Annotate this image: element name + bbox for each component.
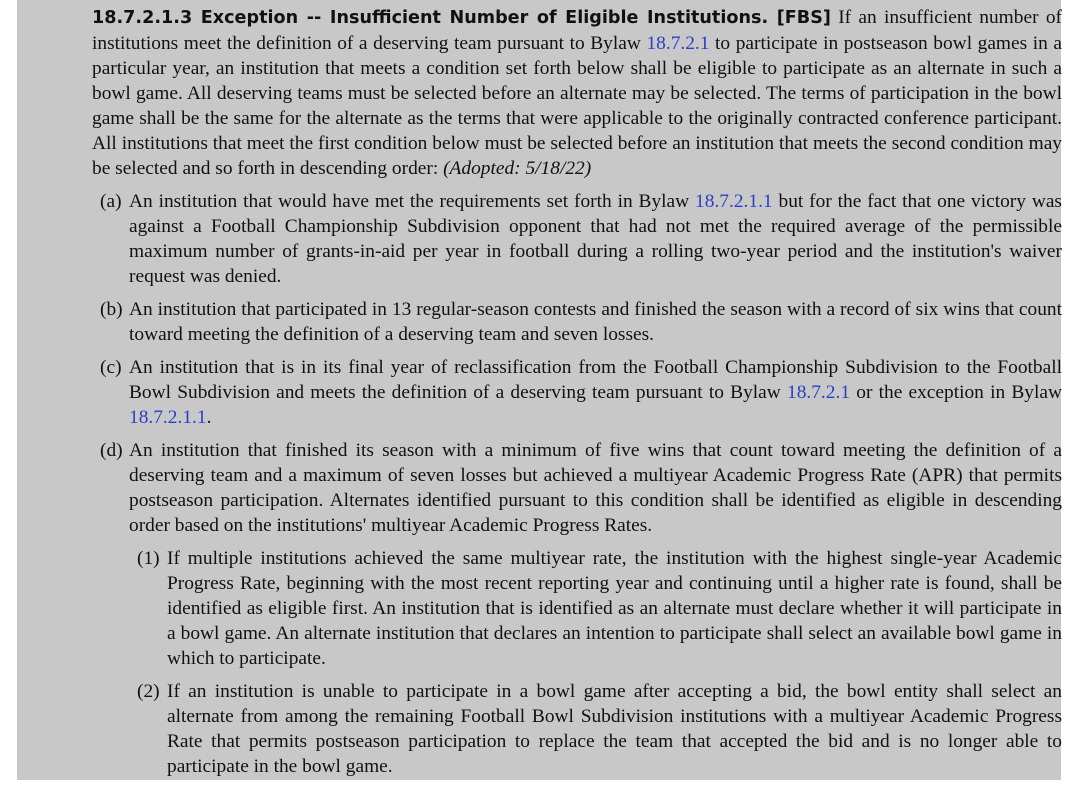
bylaw-link-18-7-2-1[interactable]: 18.7.2.1	[646, 33, 710, 54]
item-text: If an institution is unable to participate in a bowl game after accepting a bid, the bowl entity shall select an alternate from among the remaining Football Bowl Subdivision institutions with a multiyear Academic Progress Rate that permits postseason participation to replace the team that accepted the bid and is no longer able to participate in the bowl game.	[167, 681, 1062, 777]
list-subitem-1	[92, 546, 1062, 671]
item-text: An institution that finished its season with a minimum of five wins that count toward meeting the definition of a deserving team and a maximum of seven losses but achieved a multiyear Academic Progress Rate (APR) that permits postseason participation. Alternates identified pursuant to this condition shall be identified as eligible in descending order based on the institutions' multiyear Academic Progress Rates.	[129, 440, 1062, 536]
item-text: If multiple institutions achieved the same multiyear rate, the institution with the highest single-year Academic Progress Rate, beginning with the most recent reporting year and continuing until a higher rate is found, shall be identified as eligible first. An institution that is identified as an alternate must declare whether it will participate in a bowl game. An alternate institution that declares an intention to participate shall select an available bowl game in which to participate.	[167, 548, 1062, 669]
item-text: but for the fact that one victory was against a Football Championship Subdivision opponent that had not met the required average of the permissible maximum number of grants-in-aid per year in football during a rolling two-year period and the institution's waiver request was denied.	[129, 191, 1062, 287]
bylaw-link-18-7-2-1-1[interactable]: 18.7.2.1.1	[129, 407, 207, 428]
list-item-d	[92, 438, 1062, 538]
item-text: or the exception in Bylaw	[856, 382, 1062, 403]
bylaw-section	[92, 5, 1062, 779]
list-item-c	[92, 355, 1062, 430]
list-marker: (2)	[137, 681, 160, 702]
section-tag: [FBS]	[776, 8, 831, 28]
item-text: An institution that is in its final year of reclassification from the Football Championship Subdivision to the Football Bowl Subdivision and meets the definition of a deserving team pursuant to Bylaw	[129, 357, 1062, 403]
list-marker: (b)	[100, 299, 123, 320]
section-heading	[92, 8, 831, 28]
list-marker: (d)	[100, 440, 123, 461]
adopted-date: (Adopted: 5/18/22)	[443, 158, 592, 179]
document-page	[17, 0, 1061, 780]
section-number-title: 18.7.2.1.3 Exception -- Insufficient Number of Eligible Institutions.	[92, 8, 769, 28]
list-item-b	[92, 297, 1062, 347]
list-subitem-2	[92, 679, 1062, 779]
item-text: .	[206, 407, 212, 428]
list-item-a	[92, 189, 1062, 289]
item-text: An institution that participated in 13 regular-season contests and finished the season with a record of six wins that count toward meeting the definition of a deserving team and seven losses.	[129, 299, 1062, 345]
list-marker: (1)	[137, 548, 160, 569]
list-marker: (a)	[100, 191, 122, 212]
intro-text-after-link: to participate in postseason bowl games in a particular year, an institution that meets a condition set forth below shall be eligible to participate as an alternate in such a bowl game. All deserving teams must be selected before an alternate may be selected. The terms of participation in the bowl game shall be the same for the alternate as the terms that were applicable to the originally contracted conference participant. All institutions that meet the first condition below must be selected before an institution that meets the second condition may be selected and so forth in descending order:	[92, 33, 1062, 179]
item-text: An institution that would have met the requirements set forth in Bylaw	[129, 191, 690, 212]
intro-text-before-link: If an insufficient number of institutions meet the definition of a deserving team pursuant to Bylaw	[92, 7, 1062, 54]
section-intro-paragraph	[92, 5, 1062, 181]
bylaw-link-18-7-2-1-1[interactable]: 18.7.2.1.1	[695, 191, 773, 212]
list-marker: (c)	[100, 357, 122, 378]
bylaw-link-18-7-2-1[interactable]: 18.7.2.1	[787, 382, 851, 403]
